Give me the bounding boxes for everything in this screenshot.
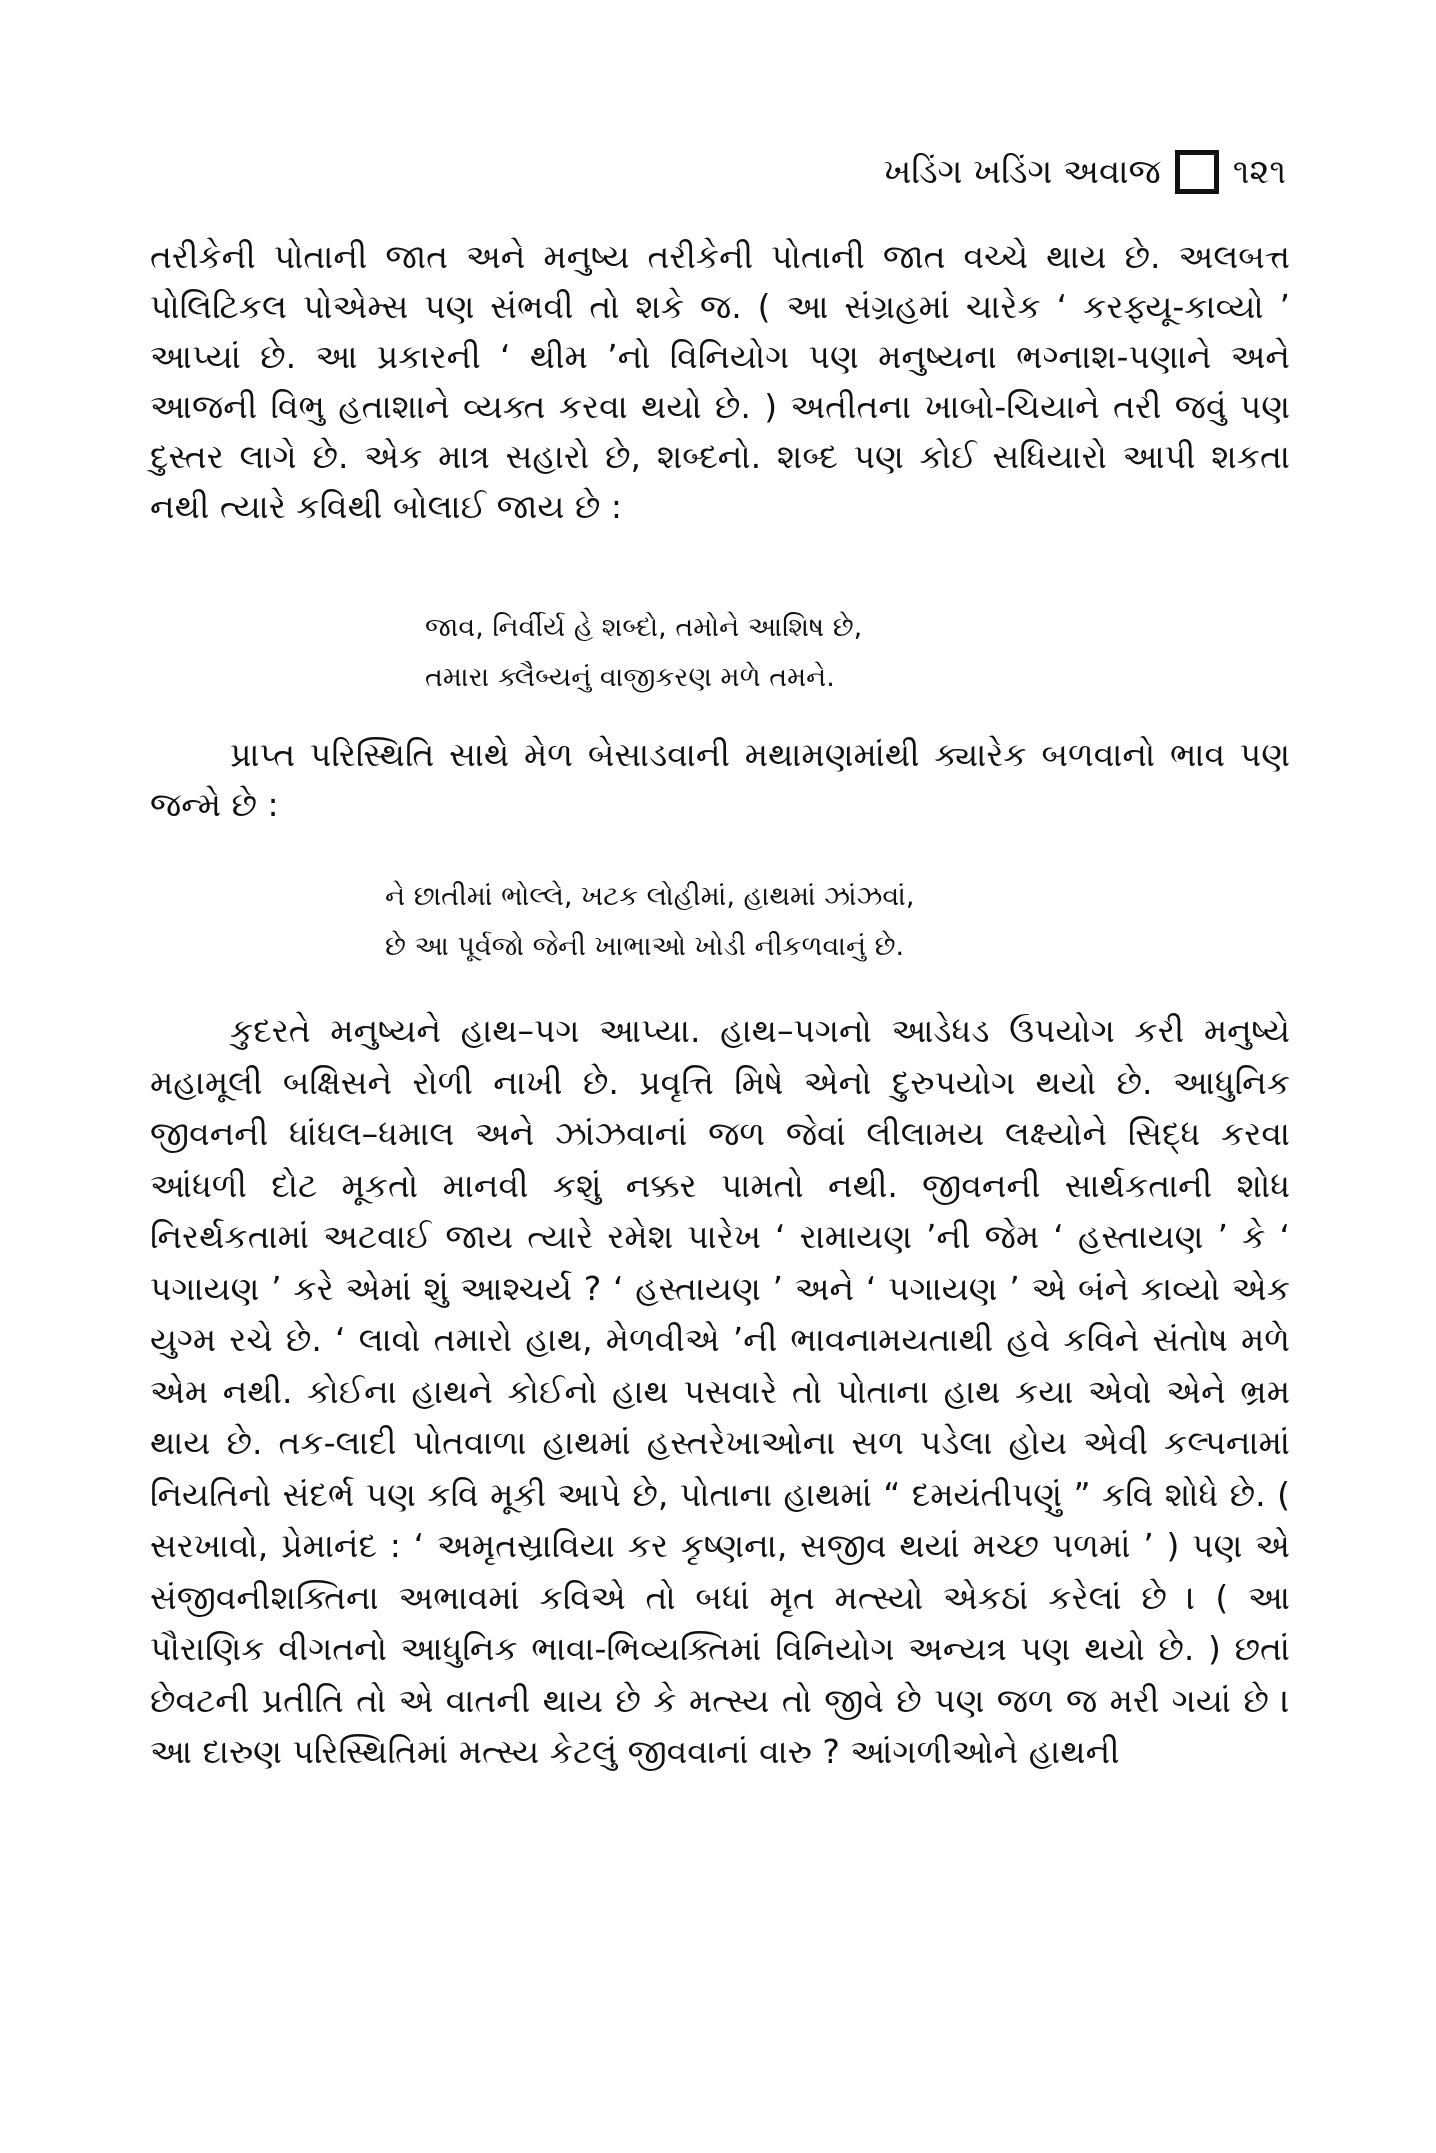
verse-line: છે આ પૂર્વજો જેની ખાભાઓ ખોડી નીકળવાનું છે.: [385, 931, 905, 962]
verse-line: જાવ, નિર્વીર્ય હે શબ્દો, તમોને આશિષ છે,: [425, 612, 863, 643]
verse-line: તમારા ક્લૈબ્યનું વાજીકરણ મળે તમને.: [425, 662, 835, 693]
paragraph-2: પ્રાપ્ત પરિસ્થિતિ સાથે મેળ બેસાડવાની મથામણમાંથી ક્યારેક બળવાનો ભાવ પણ જન્મે છે :: [150, 735, 1290, 824]
paragraph-1: તરીકેની પોતાની જાત અને મનુષ્ય તરીકેની પોતાની જાત વચ્ચે થાય છે. અલબત્ત પોલિટિકલ પોએમ્સ પણ સંભવી તો શકે જ. ( આ સંગ્રહમાં ચારેક ‘ કરફ્યૂ-કાવ્યો ’ આપ્યાં છે. આ પ્રકારની ‘ થીમ ’નો વિનિયોગ પણ મનુષ્યના ભગ્નાશ-પણાને અને આજની વિભુ હતાશાને વ્યક્ત કરવા થયો છે. ) અતીતના ખાબો-ચિયાને તરી જવું પણ દુસ્તર લાગે છે. એક માત્ર સહારો છે, શબ્દનો. શબ્દ પણ કોઈ સધિયારો આપી શકતા નથી ત્યારે કવિથી બોલાઈ જાય છે :: [150, 237, 1290, 526]
verse-line: ને છાતીમાં ભોલ્લે, ખટક લોહીમાં, હાથમાં ઝાંઝવાં,: [385, 881, 915, 912]
header-box-glyph: [1175, 150, 1219, 194]
page-header: [883, 150, 1286, 194]
verse-quote-2: [385, 872, 1105, 972]
verse-quote-1: [425, 603, 1145, 703]
paragraph-3: કુદરતે મનુષ્યને હાથ–પગ આપ્યા. હાથ–પગનો આડેધડ ઉપયોગ કરી મનુષ્યે મહામૂલી બક્ષિસને રોળી નાખી છે. પ્રવૃત્તિ મિષે એનો દુરુપયોગ થયો છે. આધુનિક જીવનની ધાંધલ–ધમાલ અને ઝાંઝવાનાં જળ જેવાં લીલામય લક્ષ્યોને સિદ્ધ કરવા આંધળી દોટ મૂકતો માનવી કશું નક્કર પામતો નથી. જીવનની સાર્થકતાની શોધ નિરર્થકતામાં અટવાઈ જાય ત્યારે રમેશ પારેખ ‘ રામાયણ ’ની જેમ ‘ હસ્તાયણ ’ કે ‘ પગાયણ ’ કરે એમાં શું આશ્ચર્ય ? ‘ હસ્તાયણ ’ અને ‘ પગાયણ ’ એ બંને કાવ્યો એક યુગ્મ રચે છે. ‘ લાવો તમારો હાથ, મેળવીએ ’ની ભાવનામયતાથી હવે કવિને સંતોષ મળે એમ નથી. કોઈના હાથને કોઈનો હાથ પસવારે તો પોતાના હાથ કયા એવો એને ભ્રમ થાય છે. તક-લાદી પોતવાળા હાથમાં હસ્તરેખાઓના સળ પડેલા હોય એવી કલ્પનામાં નિયતિનો સંદર્ભ પણ કવિ મૂકી આપે છે, પોતાના હાથમાં “ દમયંતીપણું ” કવિ શોધે છે. ( સરખાવો, પ્રેમાનંદ : ‘ અમૃતસ્રાવિયા કર કૃષ્ણના, સજીવ થયાં મચ્છ પળમાં ’ ) પણ એ સંજીવનીશક્તિના અભાવમાં કવિએ તો બધાં મૃત મત્સ્યો એકઠાં કરેલાં છે । ( આ પૌરાણિક વીગતનો આધુનિક ભાવા-ભિવ્યક્તિમાં વિનિયોગ અન્યત્ર પણ થયો છે. ) છતાં છેવટની પ્રતીતિ તો એ વાતની થાય છે કે મત્સ્ય તો જીવે છે પણ જળ જ મરી ગયાં છે । આ દારુણ પરિસ્થિતિમાં મત્સ્ય કેટલું જીવવાનાં વારુ ? આંગળીઓને હાથની: [150, 1011, 1290, 1771]
running-title: ખડિંગ ખડિંગ અવાજ: [883, 152, 1161, 192]
page-number: ૧૨૧: [1232, 152, 1286, 192]
